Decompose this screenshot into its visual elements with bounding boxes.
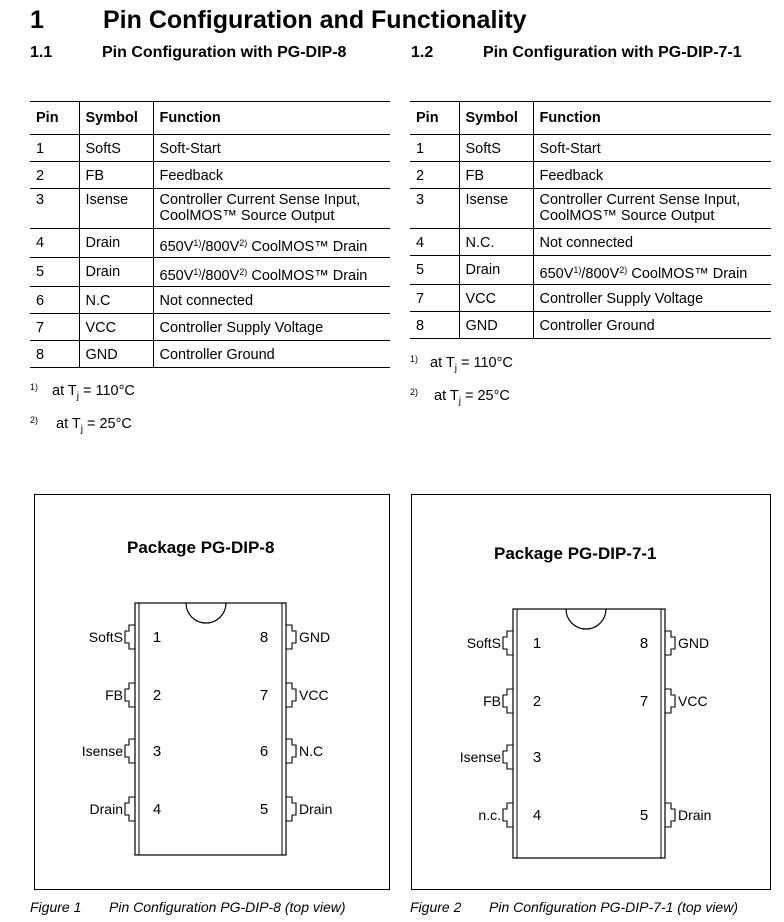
cell-pin: 1: [36, 141, 45, 157]
header-pin: Pin: [36, 110, 59, 126]
pin-number: 6: [259, 743, 269, 760]
cell-symbol: SoftS: [79, 135, 153, 162]
cell-function: Soft-Start: [153, 135, 390, 162]
pin-label: Drain: [299, 801, 333, 817]
pin-label: GND: [678, 635, 710, 651]
footnote-2-left: 2) at $T_j = 25^\circ C$: [30, 415, 132, 435]
cell-pin: 5: [36, 264, 45, 280]
pin-number: 4: [532, 807, 542, 824]
cell-pin: 2: [416, 168, 425, 184]
cell-symbol: FB: [79, 162, 153, 189]
cell-symbol: N.C: [79, 287, 153, 314]
cell-pin: 8: [36, 347, 45, 363]
cell-function: Feedback: [533, 162, 771, 189]
pin-label: VCC: [678, 693, 708, 709]
cell-function: $650V^{1)}/800V^{2)}$ CoolMOS™ Drain: [153, 229, 390, 258]
pin-label: FB: [483, 693, 501, 709]
pin-leg: [503, 745, 513, 769]
header-function: Function: [533, 102, 771, 135]
cell-function: Controller Current Sense Input, CoolMOS™ Source Output: [153, 189, 390, 229]
cell-symbol: FB: [459, 162, 533, 189]
cell-function: Controller Supply Voltage: [533, 285, 771, 312]
pin-label: Drain: [89, 801, 123, 817]
cell-function: Soft-Start: [533, 135, 771, 162]
pin-number: 3: [532, 749, 542, 766]
header-symbol: Symbol: [79, 102, 153, 135]
section-title: Pin Configuration and Functionality: [103, 6, 527, 34]
pin-number: 8: [259, 629, 269, 646]
pin-number: 5: [639, 807, 649, 824]
pin-number: 2: [152, 687, 162, 704]
pin-label: n.c.: [478, 807, 501, 823]
subsection-title: Pin Configuration with PG-DIP-7-1: [483, 44, 742, 61]
header-symbol: Symbol: [459, 102, 533, 135]
pin-number: 1: [532, 635, 542, 652]
subsection-number: 1.2: [411, 44, 434, 61]
pin-number: 3: [152, 743, 162, 760]
pin-number: 8: [639, 635, 649, 652]
cell-pin: 4: [36, 235, 45, 251]
pin-label: N.C: [299, 743, 324, 759]
cell-pin: 3: [36, 192, 45, 208]
pin-leg: [665, 803, 675, 827]
cell-symbol: GND: [79, 341, 153, 368]
cell-pin: 6: [36, 293, 45, 309]
footnote-2-right: 2) at $T_j = 25^\circ C$: [410, 387, 510, 407]
pin-number: 7: [259, 687, 269, 704]
footnote-1-right: 1) at $T_j = 110^\circ C$: [410, 354, 513, 374]
cell-function: Not connected: [153, 287, 390, 314]
cell-pin: 7: [416, 291, 425, 307]
cell-pin: 3: [416, 192, 425, 208]
cell-symbol: Drain: [79, 229, 153, 258]
cell-symbol: Drain: [79, 258, 153, 287]
pin-leg: [503, 689, 513, 713]
cell-pin: 8: [416, 318, 425, 334]
pin-leg: [503, 803, 513, 827]
subsection-title: Pin Configuration with PG-DIP-8: [102, 44, 347, 61]
pin-leg: [503, 631, 513, 655]
cell-symbol: Isense: [79, 189, 153, 229]
subsection-number: 1.1: [30, 44, 53, 61]
cell-symbol: VCC: [459, 285, 533, 312]
cell-pin: 5: [416, 262, 425, 278]
cell-pin: 4: [416, 235, 425, 251]
pin-label: VCC: [299, 687, 329, 703]
pin-number: 1: [152, 629, 162, 646]
cell-function: Not connected: [533, 229, 771, 256]
section-number: 1: [30, 6, 44, 34]
cell-pin: 2: [36, 168, 45, 184]
cell-symbol: N.C.: [459, 229, 533, 256]
cell-function: Controller Current Sense Input, CoolMOS™ Source Output: [533, 189, 771, 229]
footnote-1-left: 1) at $T_j = 110^\circ C$: [30, 382, 135, 402]
pin-label: SoftS: [88, 629, 123, 645]
cell-function: $650V^{1)}/800V^{2)}$ CoolMOS™ Drain: [533, 256, 771, 285]
pin-leg: [665, 631, 675, 655]
pin-leg: [665, 689, 675, 713]
cell-symbol: SoftS: [459, 135, 533, 162]
pin-number: 7: [639, 693, 649, 710]
pin-label: Isense: [81, 743, 123, 759]
cell-symbol: VCC: [79, 314, 153, 341]
cell-function: Controller Ground: [533, 312, 771, 339]
cell-function: Controller Supply Voltage: [153, 314, 390, 341]
header-function: Function: [153, 102, 390, 135]
pin-label: SoftS: [466, 635, 501, 651]
cell-symbol: Drain: [459, 256, 533, 285]
figure-2-caption: Figure 2 Pin Configuration PG-DIP-7-1 (top view): [410, 899, 738, 915]
figure-1-caption: Figure 1 Pin Configuration PG-DIP-8 (top view): [30, 899, 346, 915]
pin-label: Isense: [459, 749, 501, 765]
pin-label: FB: [105, 687, 123, 703]
pin-number: 4: [152, 801, 162, 818]
cell-pin: 1: [416, 141, 425, 157]
cell-function: Controller Ground: [153, 341, 390, 368]
pin-number: 5: [259, 801, 269, 818]
package-title-dip7: Package PG-DIP-7-1: [494, 544, 657, 563]
cell-symbol: Isense: [459, 189, 533, 229]
cell-pin: 7: [36, 320, 45, 336]
cell-symbol: GND: [459, 312, 533, 339]
pin-label: Drain: [678, 807, 712, 823]
pin-label: GND: [299, 629, 331, 645]
cell-function: Feedback: [153, 162, 390, 189]
package-title-dip8: Package PG-DIP-8: [127, 538, 275, 557]
cell-function: $650V^{1)}/800V^{2)}$ CoolMOS™ Drain: [153, 258, 390, 287]
header-pin: Pin: [416, 110, 439, 126]
pin-number: 2: [532, 693, 542, 710]
